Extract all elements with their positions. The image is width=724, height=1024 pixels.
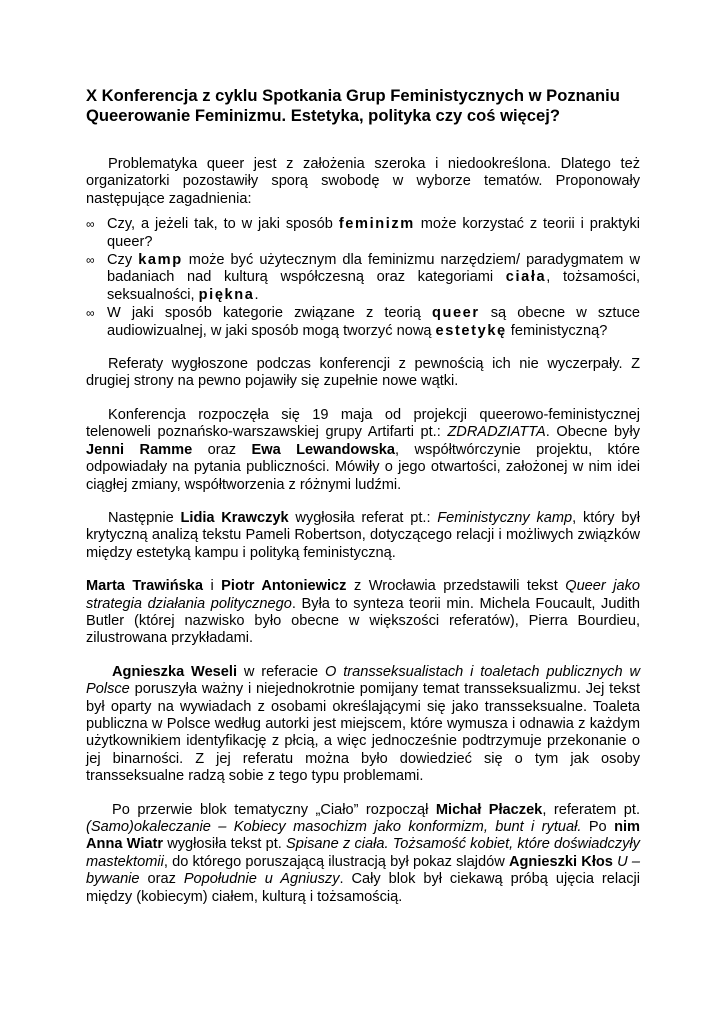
person-name: Ewa Lewandowska <box>251 441 396 458</box>
keyword-estetyke: estetykę <box>435 322 507 339</box>
talk-title: O transseksualistach i toaletach publicznych w Polsce <box>86 663 640 698</box>
keyword-feminizm: feminizm <box>338 216 415 233</box>
keyword-queer: queer <box>431 305 480 322</box>
talk-title: Feministyczny kamp <box>437 509 573 526</box>
infinity-bullet-icon: ∞ <box>86 253 95 268</box>
paragraph-cialo: Po przerwie blok tematyczny „Ciało” rozpoczął Michał Płaczek, referatem pt. (Samo)okaleczanie – Kobiecy masochizm jako konformizm, bunt i rytuał. Po nim Anna Wiatr wygłosiła tekst pt. Spisane z ciała. Tożsamość kobiet, które doświadczyły mastektomii, do którego poruszającą ilustracją był pokaz slajdów Agnieszki Kłos U – bywanie oraz Popołudnie u Agniuszy. Cały blok był ciekawą próbą ujęcia relacji między (kobiecym) ciałem, kulturą i tożsamością. <box>86 801 641 905</box>
document-title <box>86 86 640 126</box>
talk-title: Queer jako strategia działania politycznego <box>86 578 641 612</box>
title-line-2: Queerowanie Feminizmu. Estetyka, polityka czy coś więcej? <box>86 106 561 125</box>
title-line-1: X Konferencja z cyklu Spotkania Grup Feministycznych w Poznaniu <box>86 86 620 105</box>
document-page <box>86 86 640 906</box>
work-title: U – bywanie <box>86 853 640 888</box>
list-item: ∞ W jaki sposób kategorie związane z teorią queer są obecne w sztuce audiowizualnej, w jaki sposób mogą tworzyć nową estetykę feministyczną? <box>86 305 640 339</box>
person-name: Agnieszki Kłos <box>508 853 613 870</box>
film-title: ZDRADZIATTA <box>447 424 546 441</box>
list-item: ∞ Czy kamp może być użytecznym dla feminizmu narzędziem/ paradygmatem w badaniach nad kulturą współczesną oraz kategoriami ciała, tożsamości, seksualności, piękna. <box>86 252 641 303</box>
paragraph-weseli: Agnieszka Weseli w referacie O transseksualistach i toaletach publicznych w Polsce poruszyła ważny i niejednokrotnie pomijany temat transseksualizmu. Jej tekst był oparty na wywiadach z osobami określającymi się jako transseksualne. Toaleta publiczna w Polsce według autorki jest miejscem, które wymusza i odnawia z każdym użytkownikiem identyfikację z płcią, a więc jednocześnie podtrzymuje przekonanie o jej binarności. Z jej referatu można było dowiedzieć się o tym jak osoby transseksualne radzą sobie z tego typu problemami. <box>86 663 640 785</box>
topics-list <box>86 216 640 340</box>
paragraph-konferencja: Konferencja rozpoczęła się 19 maja od projekcji queerowo-feministycznej telenoweli poznańsko-warszawskiej grupy Artifarti pt.: ZDRADZIATTA. Obecne były Jenni Ramme oraz Ewa Lewandowska, współtwórczynie projektu, które odpowiadały na pytania publiczności. Mówiły o jego otwartości, założonej w nim idei ciągłej zmiany, współtworzenia z różnymi ludźmi. <box>86 406 641 493</box>
intro-paragraph: Problematyka queer jest z założenia szeroka i niedookreślona. Dlatego też organizatorki pozostawiły sporą swobodę w wyborze tematów. Proponowały następujące zagadnienia: <box>86 156 640 207</box>
person-name: nim Anna Wiatr <box>86 819 641 853</box>
talk-title: Spisane z ciała. Tożsamość kobiet, które doświadczyły mastektomii <box>86 836 640 870</box>
work-title: Popołudnie u Agniuszy <box>183 871 340 888</box>
keyword-piekna: piękna <box>198 286 255 303</box>
talk-title: (Samo)okaleczanie – Kobiecy masochizm jako konformizm, bunt i rytuał. <box>86 819 582 835</box>
person-name: Marta Trawińska <box>86 578 203 595</box>
paragraph-krawczyk: Następnie Lidia Krawczyk wygłosiła referat pt.: Feministyczny kamp, który był krytyczną analizą tekstu Pameli Robertson, dotyczącego relacji i możliwych związków między estetyką kampu i polityką feministyczną. <box>86 509 640 561</box>
infinity-bullet-icon: ∞ <box>86 217 95 232</box>
list-item: ∞ Czy, a jeżeli tak, to w jaki sposób feminizm może korzystać z teorii i praktyki queer? <box>86 216 640 250</box>
person-name: Jenni Ramme <box>86 441 193 458</box>
person-name: Michał Płaczek <box>435 801 543 818</box>
person-name: Piotr Antoniewicz <box>221 578 347 595</box>
paragraph-referaty: Referaty wygłoszone podczas konferencji z pewnością ich nie wyczerpały. Z drugiej strony na pewno pojawiły się zupełnie nowe wątki. <box>86 356 640 390</box>
person-name: Lidia Krawczyk <box>180 509 289 526</box>
infinity-bullet-icon: ∞ <box>86 306 95 321</box>
person-name: Agnieszka Weseli <box>112 663 238 680</box>
paragraph-trawinska: Marta Trawińska i Piotr Antoniewicz z Wrocławia przedstawili tekst Queer jako strategia działania politycznego. Była to synteza teorii min. Michela Foucault, Judith Butler (której nazwisko było obecne w większości referatów), Pierra Bourdieu, zilustrowana przykładami. <box>86 578 641 647</box>
keyword-ciala: ciała <box>505 269 547 286</box>
keyword-kamp: kamp <box>138 252 183 269</box>
